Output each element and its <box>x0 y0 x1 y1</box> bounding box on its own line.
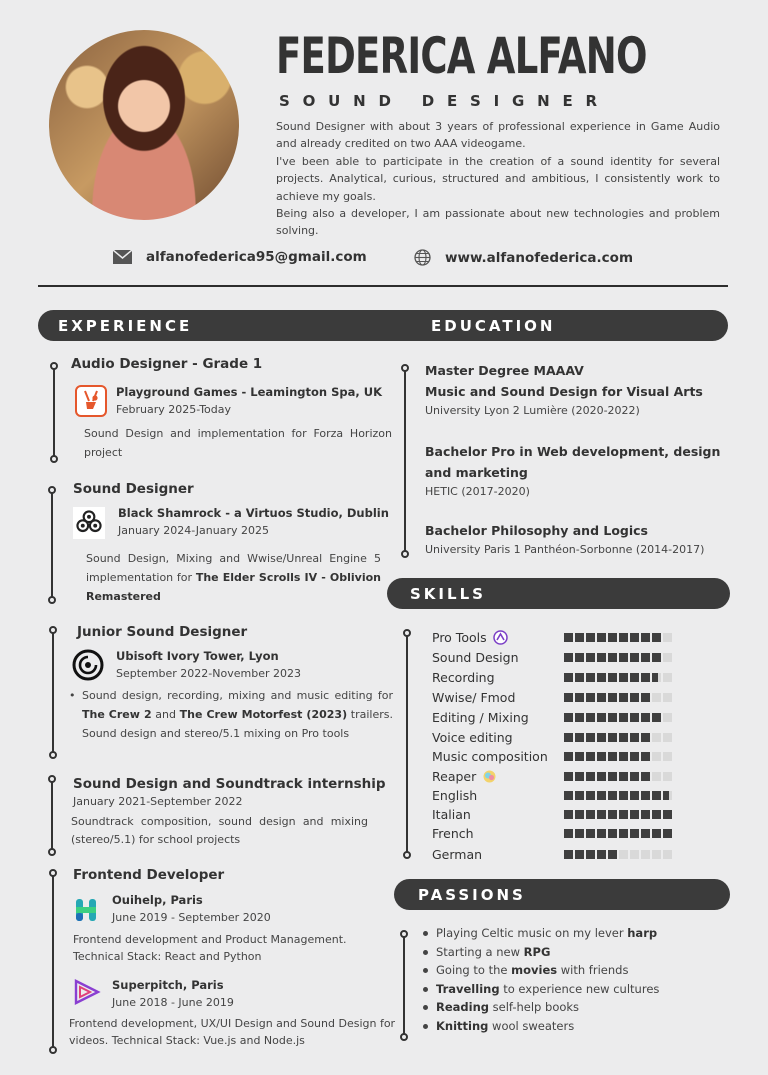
timeline-dot <box>48 848 56 856</box>
job-dates: January 2021-September 2022 <box>73 795 243 808</box>
skill-meter <box>564 653 674 662</box>
experience-heading: EXPERIENCE <box>58 316 193 335</box>
game-title: The Crew Motorfest (2023) <box>179 708 348 721</box>
degree-subtitle: Music and Sound Design for Visual Arts <box>425 384 703 399</box>
summary-paragraph: Being also a developer, I am passionate about new technologies and problem solving. <box>276 207 720 238</box>
ubisoft-logo-icon <box>72 649 104 681</box>
list-item: Travelling to experience new cultures <box>420 980 720 999</box>
skill-meter <box>564 810 674 819</box>
globe-icon <box>414 249 431 266</box>
website-text[interactable]: www.alfanofederica.com <box>445 249 634 266</box>
timeline-dot <box>401 550 409 558</box>
job-description-text: Sound Design, Mixing and Wwise/Unreal Engine 5 implementation for <box>86 552 381 584</box>
job-title: Audio Designer - Grade 1 <box>71 356 263 372</box>
passions-bar <box>394 879 730 910</box>
company-name: Black Shamrock - a Virtuos Studio, Dublin <box>118 506 389 520</box>
skill-name: English <box>432 787 478 803</box>
skill-name: German <box>432 846 483 862</box>
job-title: Sound Design and Soundtrack internship <box>73 776 386 792</box>
game-title: The Elder Scrolls IV - Oblivion Remastered <box>86 571 381 603</box>
shamrock-logo-icon <box>73 507 105 539</box>
skill-row <box>432 787 682 803</box>
skill-meter <box>564 772 674 781</box>
skill-row <box>432 629 682 645</box>
skill-meter <box>564 713 674 722</box>
timeline-dot <box>400 930 408 938</box>
job-dates: February 2025-Today <box>116 403 232 416</box>
timeline-line <box>406 634 408 856</box>
timeline-dot <box>403 851 411 859</box>
timeline-dot <box>49 626 57 634</box>
skills-bar <box>387 578 730 609</box>
website-contact[interactable] <box>414 249 633 266</box>
skills-heading: SKILLS <box>410 584 486 603</box>
list-item: Knitting wool sweaters <box>420 1017 720 1036</box>
timeline-dot <box>400 1033 408 1041</box>
list-item: Starting a new RPG <box>420 943 720 962</box>
timeline-line <box>403 935 405 1036</box>
timeline-dot <box>48 775 56 783</box>
degree-title: Bachelor Pro in Web development, design and marketing <box>425 444 721 480</box>
job-dates: June 2019 - September 2020 <box>112 911 271 924</box>
degree-title: Bachelor Philosophy and Logics <box>425 523 648 538</box>
skill-name: Sound Design <box>432 649 519 665</box>
timeline-line <box>52 873 54 1051</box>
summary-paragraph: I've been able to participate in the creation of a sound identity for several projects. Analytical, curious, structured and ambitious, I consistently work to achieve my goals. <box>276 154 720 203</box>
ouihelp-logo-icon <box>70 894 102 926</box>
skill-name: Wwise/ Fmod <box>432 689 516 705</box>
job-title: Sound Designer <box>73 481 194 497</box>
skill-row <box>432 748 682 764</box>
job-dates: September 2022-November 2023 <box>116 667 301 680</box>
job-description-text: and <box>151 708 180 721</box>
skill-name: Pro Tools <box>432 630 564 645</box>
skill-name: French <box>432 825 474 841</box>
company-name: Ubisoft Ivory Tower, Lyon <box>116 649 279 663</box>
job-description <box>67 686 393 743</box>
company-name: Superpitch, Paris <box>112 978 224 992</box>
summary-paragraph: Sound Designer with about 3 years of professional experience in Game Audio and already credited on two AAA videogame. <box>276 120 720 151</box>
timeline-line <box>53 366 55 458</box>
job-title: Junior Sound Designer <box>77 624 248 640</box>
summary <box>276 118 720 240</box>
skill-row <box>432 709 682 725</box>
list-item: Playing Celtic music on my lever harp <box>420 924 720 943</box>
skill-row <box>432 825 682 841</box>
job-description-text: trailers. Sound design and stereo/5.1 mixing on Pro tools <box>82 708 393 740</box>
degree-title: Master Degree MAAAV <box>425 363 584 378</box>
bullet: • <box>69 689 76 702</box>
reaper-icon <box>482 769 497 784</box>
playground-logo-icon <box>75 385 107 417</box>
job-description: Frontend development and Product Management. Technical Stack: React and Python <box>73 933 347 963</box>
skill-row <box>432 669 682 685</box>
superpitch-logo-icon <box>70 976 102 1008</box>
passions-list <box>420 924 720 1036</box>
timeline-line <box>51 779 53 852</box>
skill-row <box>432 729 682 745</box>
passions-heading: PASSIONS <box>418 885 526 904</box>
header-divider <box>38 285 728 287</box>
education-heading: EDUCATION <box>431 316 556 335</box>
skill-meter <box>564 752 674 761</box>
skill-row <box>432 846 682 862</box>
skill-row <box>432 806 682 822</box>
list-item: Going to the movies with friends <box>420 961 720 980</box>
pro-tools-icon <box>493 630 508 645</box>
game-title: The Crew 2 <box>82 708 152 721</box>
job-description: Frontend development, UX/UI Design and Sound Design for videos. Technical Stack: Vue.js and Node.js <box>69 1017 396 1047</box>
timeline-dot <box>49 869 57 877</box>
email-icon <box>113 250 132 264</box>
skill-name: Editing / Mixing <box>432 709 529 725</box>
list-item: Reading self-help books <box>420 998 720 1017</box>
skill-name: Reaper <box>432 769 564 784</box>
skill-meter <box>564 829 674 838</box>
skill-meter <box>564 673 674 682</box>
job-description-text: Sound design, recording, mixing and music editing for <box>82 689 393 702</box>
email-contact[interactable] <box>113 249 367 265</box>
skill-meter <box>564 733 674 742</box>
candidate-role: SOUND DESIGNER <box>279 92 610 110</box>
candidate-name: FEDERICA ALFANO <box>276 27 647 85</box>
school-name: University Paris 1 Panthéon-Sorbonne (2014-2017) <box>425 543 705 556</box>
timeline-line <box>404 370 406 553</box>
job-description: Soundtrack composition, sound design and mixing (stereo/5.1) for school projects <box>71 815 368 846</box>
timeline-line <box>51 490 53 600</box>
skill-row <box>432 689 682 705</box>
skill-name: Voice editing <box>432 729 513 745</box>
school-name: University Lyon 2 Lumière (2020-2022) <box>425 404 640 417</box>
skill-name: Italian <box>432 806 471 822</box>
timeline-dot <box>48 486 56 494</box>
timeline-dot <box>50 455 58 463</box>
job-dates: January 2024-January 2025 <box>118 524 269 537</box>
skill-row <box>432 649 682 665</box>
job-dates: June 2018 - June 2019 <box>112 996 234 1009</box>
job-description: Sound Design and implementation for Forza Horizon project <box>84 427 392 459</box>
timeline-dot <box>403 629 411 637</box>
school-name: HETIC (2017-2020) <box>425 485 530 498</box>
skill-row <box>432 768 682 784</box>
timeline-dot <box>49 1046 57 1054</box>
company-name: Playground Games - Leamington Spa, UK <box>116 385 383 399</box>
company-name: Ouihelp, Paris <box>112 893 203 907</box>
skill-meter <box>564 693 674 702</box>
timeline-dot <box>50 362 58 370</box>
timeline-dot <box>48 596 56 604</box>
experience-education-bar <box>38 310 728 341</box>
skill-meter <box>564 633 674 642</box>
skill-name: Music composition <box>432 748 548 764</box>
skill-name: Recording <box>432 669 495 685</box>
job-title: Frontend Developer <box>73 867 225 883</box>
email-text[interactable]: alfanofederica95@gmail.com <box>146 249 367 265</box>
timeline-line <box>52 630 54 754</box>
skill-meter <box>564 791 674 800</box>
skill-meter <box>564 850 674 859</box>
timeline-dot <box>49 751 57 759</box>
job-description <box>86 549 381 606</box>
timeline-dot <box>401 364 409 372</box>
profile-photo <box>49 30 239 220</box>
